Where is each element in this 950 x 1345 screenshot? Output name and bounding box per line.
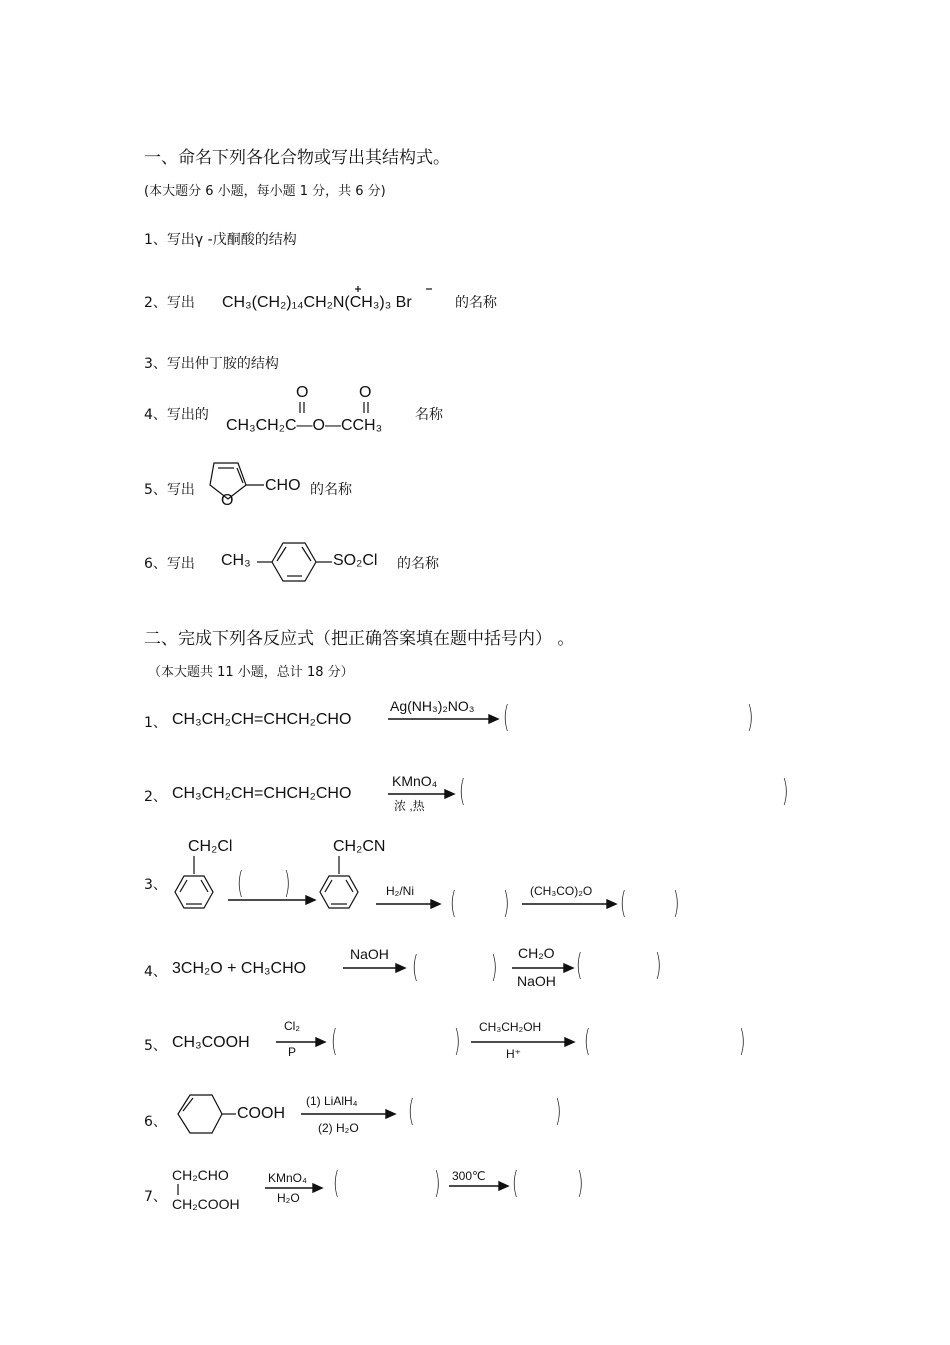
question-5-suffix: 的名称 [310, 482, 352, 498]
answer-bracket-open: ( [503, 700, 510, 735]
section2-note: （本大题共 11 小题，总计 18 分） [148, 665, 354, 680]
question-6-prefix: 6、写出 [144, 556, 195, 572]
question-4-suffix: 名称 [415, 407, 443, 423]
answer-bracket-close: ) [673, 886, 680, 921]
reaction-5-reagent-2: CH₃CH₂OH [479, 1020, 542, 1034]
reaction-5-reagent-1: Cl₂ [284, 1019, 300, 1033]
reaction-2-condition: 浓 ,热 [394, 799, 425, 813]
reaction-4-condition-2: NaOH [517, 973, 556, 989]
reaction-5-condition-1: P [288, 1045, 297, 1059]
reaction-6-cooh-group: COOH [237, 1105, 285, 1122]
section2-title: 二、完成下列各反应式（把正确答案填在题中括号内） 。 [144, 629, 575, 649]
answer-bracket-close: ) [577, 1166, 584, 1201]
reaction-7-condition-1: H₂O [277, 1191, 300, 1205]
reaction-5-condition-2: H⁺ [506, 1047, 521, 1061]
reaction-6-step-2: (2) H₂O [318, 1121, 359, 1135]
benzyl-cyanide-group: CH₂CN [333, 838, 386, 855]
answer-bracket-open: ( [576, 948, 583, 983]
question-2-prefix: 2、写出 [144, 295, 195, 311]
reaction-7-top-chain: CH₂CHO [172, 1167, 229, 1183]
answer-bracket-open: ( [459, 774, 466, 809]
answer-bracket-close: ) [555, 1094, 562, 1129]
answer-bracket-open: ( [412, 950, 419, 985]
question-3: 3、写出仲丁胺的结构 [144, 356, 279, 372]
tosyl-methyl: CH₃ [221, 552, 251, 569]
reaction-7-reagent-1: KMnO₄ [268, 1171, 307, 1185]
answer-bracket-open: ( [450, 886, 457, 921]
furan-oxygen: O [221, 492, 234, 509]
question-5-prefix: 5、写出 [144, 482, 195, 498]
answer-bracket-open: ( [237, 866, 244, 901]
question-2-suffix: 的名称 [455, 295, 497, 311]
reaction-2-reactant: CH₃CH₂CH=CHCH₂CHO [172, 785, 352, 802]
answer-bracket-close: ) [491, 950, 498, 985]
reaction-4-reactants: 3CH₂O + CH₃CHO [172, 960, 307, 977]
reaction-1-reagent: Ag(NH₃)₂NO₃ [390, 698, 475, 714]
answer-bracket-open: ( [333, 1166, 340, 1201]
reaction-3-reagent-3: (CH₃CO)₂O [530, 884, 593, 898]
reaction-5-reactant: CH₃COOH [172, 1034, 250, 1051]
reaction-3-number: 3、 [144, 877, 167, 893]
tosyl-so2cl: SO₂Cl [333, 552, 378, 569]
reaction-4-reagent-2: CH₂O [518, 945, 555, 961]
carbonyl-oxygen-1: O [296, 384, 309, 401]
answer-bracket-open: ( [512, 1166, 519, 1201]
answer-bracket-close: ) [434, 1166, 441, 1201]
section1-note: (本大题分 6 小题，每小题 1 分，共 6 分) [144, 184, 386, 199]
furfural-cho-group: CHO [265, 477, 301, 494]
answer-bracket-close: ) [503, 886, 510, 921]
answer-bracket-close: ) [739, 1024, 746, 1059]
carbonyl-oxygen-2: O [359, 384, 372, 401]
reaction-1-reactant: CH₃CH₂CH=CHCH₂CHO [172, 711, 352, 728]
reaction-2-reagent: KMnO₄ [392, 773, 438, 789]
reaction-6-step-1: (1) LiAlH₄ [306, 1094, 358, 1108]
question-1: 1、写出γ -戊酮酸的结构 [144, 232, 297, 248]
question-4-prefix: 4、写出的 [144, 407, 209, 423]
answer-bracket-close: ) [284, 866, 291, 901]
reaction-2-number: 2、 [144, 789, 167, 805]
answer-bracket-close: ) [655, 948, 662, 983]
quaternary-ammonium-formula: CH₃(CH₂)₁₄CH₂N(CH₃)₃ Br [222, 294, 412, 311]
reaction-4-number: 4、 [144, 964, 167, 980]
section1-title: 一、命名下列各化合物或写出其结构式。 [144, 148, 450, 168]
answer-bracket-open: ( [620, 886, 627, 921]
reaction-6-number: 6、 [144, 1114, 167, 1130]
answer-bracket-open: ( [584, 1024, 591, 1059]
answer-bracket-close: ) [454, 1024, 461, 1059]
anhydride-formula: CH₃CH₂C—O—CCH₃ [226, 417, 383, 434]
reaction-5-number: 5、 [144, 1038, 167, 1054]
answer-bracket-open: ( [331, 1024, 338, 1059]
answer-bracket-open: ( [408, 1094, 415, 1129]
reaction-7-temperature: 300℃ [452, 1169, 486, 1183]
benzyl-chloride-group: CH₂Cl [188, 838, 233, 855]
reaction-7-bottom-chain: CH₂COOH [172, 1196, 240, 1212]
reaction-7-number: 7、 [144, 1189, 167, 1205]
reaction-1-number: 1、 [144, 715, 167, 731]
reaction-4-reagent-1: NaOH [350, 946, 389, 962]
answer-bracket-close: ) [782, 774, 789, 809]
answer-bracket-close: ) [747, 700, 754, 735]
reaction-3-reagent-2: H₂/Ni [386, 884, 414, 898]
question-6-suffix: 的名称 [397, 556, 439, 572]
